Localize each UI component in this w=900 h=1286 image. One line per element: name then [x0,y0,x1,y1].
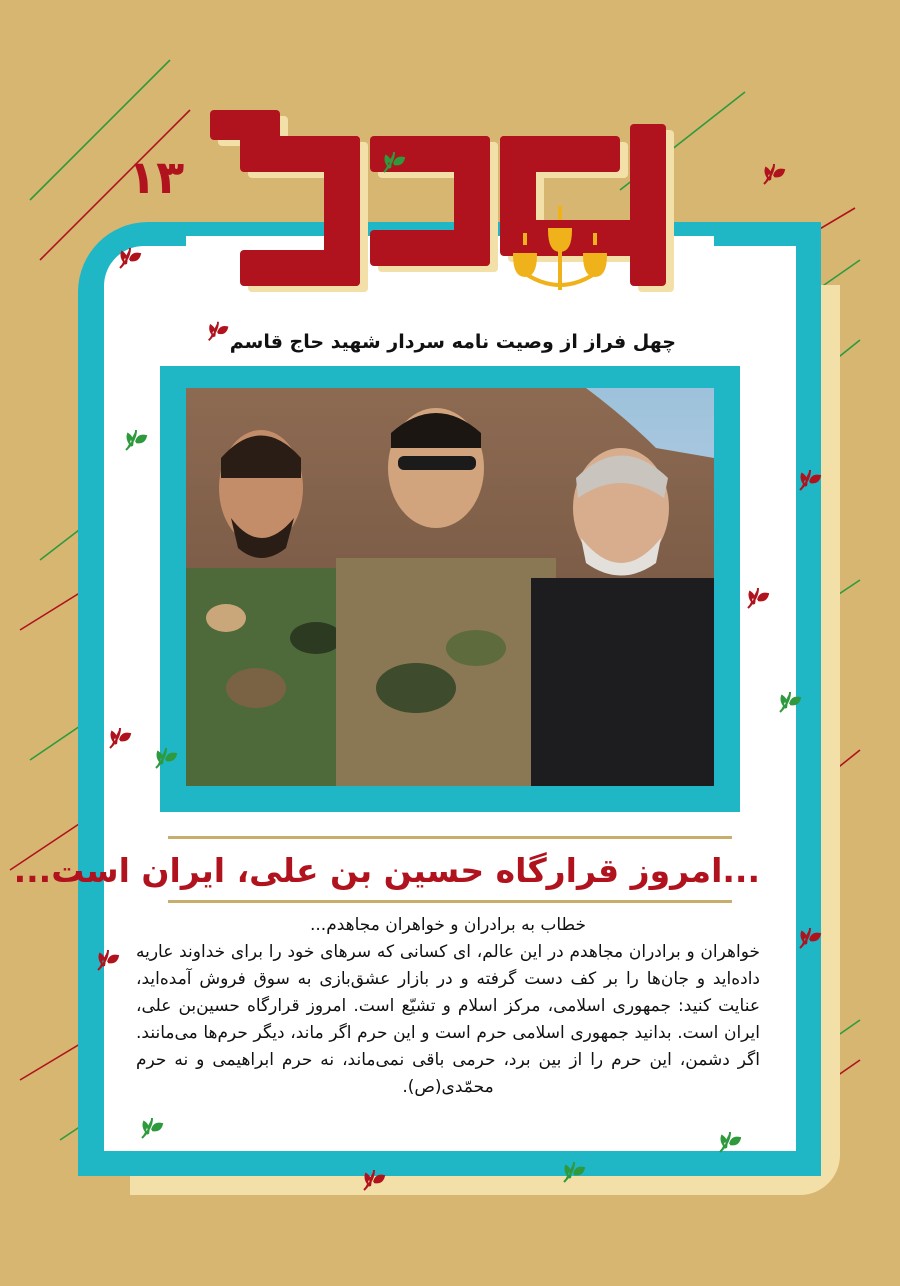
leaf-sprig-icon [122,426,150,454]
divider-top [168,836,732,839]
leaf-sprig-icon [560,1158,588,1186]
will-excerpt [136,912,760,1101]
leaf-sprig-icon [360,1166,388,1194]
leaf-sprig-icon [716,1128,744,1156]
leaf-sprig-icon [796,924,824,952]
group-photo [186,388,714,786]
headline: ...امروز قرارگاه حسین بن علی، ایران است... [13,851,760,890]
leaf-sprig-icon [744,584,772,612]
leaf-sprig-icon [106,724,134,752]
leaf-sprig-icon [116,244,144,272]
divider-bottom [168,900,732,903]
leaf-sprig-icon [205,318,231,344]
leaf-sprig-icon [760,160,788,188]
leaf-sprig-icon [776,688,804,716]
series-title-logo [120,80,740,320]
leaf-sprig-icon [796,466,824,494]
intro-line: خطاب به برادران و خواهران مجاهدم... [310,915,586,935]
leaf-sprig-icon [152,744,180,772]
body-paragraph: خواهران و برادران مجاهدم در این عالم، ای کسانی که سرهای خود را برای خداوند عاریه داده‌اید و جان‌ها را بر کف دست گرفته و در بازار عشق‌بازی به سوق فروش آمده‌اید، عنایت کنید: جمهوری اسلامی، مرکز اسلام و تشیّع است. امروز قرارگاه حسین‌بن علی، ایران است. بدانید جمهوری اسلامی حرم است و این حرم اگر ماند، دیگر حرم‌ها می‌مانند. اگر دشمن، این حرم را از بین برد، حرمی باقی نمی‌ماند، نه حرم ابراهیمی و نه حرم محمّدی(ص). [136,942,760,1097]
subtitle: چهل فراز از وصیت نامه سردار شهید حاج قاسم [229,331,676,353]
leaf-sprig-icon [380,148,408,176]
leaf-sprig-icon [94,946,122,974]
issue-number: ۱۳ [128,150,185,204]
leaf-sprig-icon [138,1114,166,1142]
